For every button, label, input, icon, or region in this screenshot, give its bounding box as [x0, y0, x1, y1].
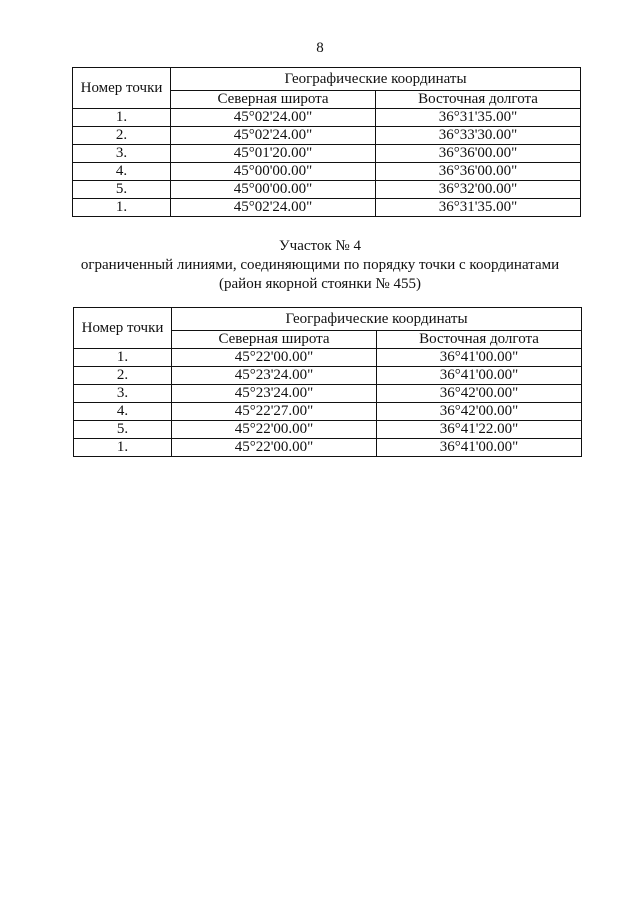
header-point-number: Номер точки — [74, 308, 172, 349]
table-row — [74, 349, 582, 367]
latitude-cell: 45°02'24.00" — [171, 199, 376, 217]
header-north-latitude: Северная широта — [172, 331, 377, 349]
point-number: 2. — [74, 367, 172, 385]
longitude-cell: 36°41'00.00" — [377, 439, 582, 457]
point-number: 1. — [74, 349, 172, 367]
longitude-cell: 36°36'00.00" — [376, 163, 581, 181]
point-number: 1. — [74, 439, 172, 457]
latitude-cell: 45°22'27.00" — [172, 403, 377, 421]
table-row — [73, 199, 581, 217]
table-row — [74, 439, 582, 457]
longitude-cell: 36°32'00.00" — [376, 181, 581, 199]
latitude-cell: 45°01'20.00" — [171, 145, 376, 163]
table-row — [73, 181, 581, 199]
table-row — [74, 367, 582, 385]
header-geo-coordinates: Географические координаты — [171, 68, 581, 91]
longitude-cell: 36°33'30.00" — [376, 127, 581, 145]
point-number: 5. — [74, 421, 172, 439]
header-north-latitude: Северная широта — [171, 91, 376, 109]
table-row — [73, 145, 581, 163]
table-row — [74, 403, 582, 421]
section-4-title: Участок № 4 — [279, 238, 361, 254]
latitude-cell: 45°22'00.00" — [172, 421, 377, 439]
latitude-cell: 45°23'24.00" — [172, 385, 377, 403]
longitude-cell: 36°41'00.00" — [377, 349, 582, 367]
longitude-cell: 36°31'35.00" — [376, 109, 581, 127]
page-number: 8 — [316, 40, 324, 56]
section-4-description: ограниченный линиями, соединяющими по порядку точки с координатами — [80, 257, 560, 273]
latitude-cell: 45°23'24.00" — [172, 367, 377, 385]
latitude-cell: 45°22'00.00" — [172, 439, 377, 457]
section-4-note: (район якорной стоянки № 455) — [219, 276, 421, 292]
header-geo-coordinates: Географические координаты — [172, 308, 582, 331]
latitude-cell: 45°02'24.00" — [171, 127, 376, 145]
longitude-cell: 36°36'00.00" — [376, 145, 581, 163]
point-number: 3. — [74, 385, 172, 403]
latitude-cell: 45°22'00.00" — [172, 349, 377, 367]
longitude-cell: 36°31'35.00" — [376, 199, 581, 217]
header-point-number: Номер точки — [73, 68, 171, 109]
longitude-cell: 36°42'00.00" — [377, 403, 582, 421]
point-number: 5. — [73, 181, 171, 199]
point-number: 1. — [73, 109, 171, 127]
header-east-longitude: Восточная долгота — [376, 91, 581, 109]
table-row — [73, 127, 581, 145]
header-east-longitude: Восточная долгота — [377, 331, 582, 349]
coordinates-table-1 — [72, 67, 581, 217]
point-number: 3. — [73, 145, 171, 163]
table-row — [73, 109, 581, 127]
coordinates-table-2 — [73, 307, 582, 457]
longitude-cell: 36°41'00.00" — [377, 367, 582, 385]
point-number: 2. — [73, 127, 171, 145]
table-row — [73, 163, 581, 181]
latitude-cell: 45°02'24.00" — [171, 109, 376, 127]
point-number: 4. — [73, 163, 171, 181]
latitude-cell: 45°00'00.00" — [171, 163, 376, 181]
point-number: 4. — [74, 403, 172, 421]
point-number: 1. — [73, 199, 171, 217]
table-row — [74, 385, 582, 403]
longitude-cell: 36°42'00.00" — [377, 385, 582, 403]
latitude-cell: 45°00'00.00" — [171, 181, 376, 199]
table-row — [74, 421, 582, 439]
longitude-cell: 36°41'22.00" — [377, 421, 582, 439]
